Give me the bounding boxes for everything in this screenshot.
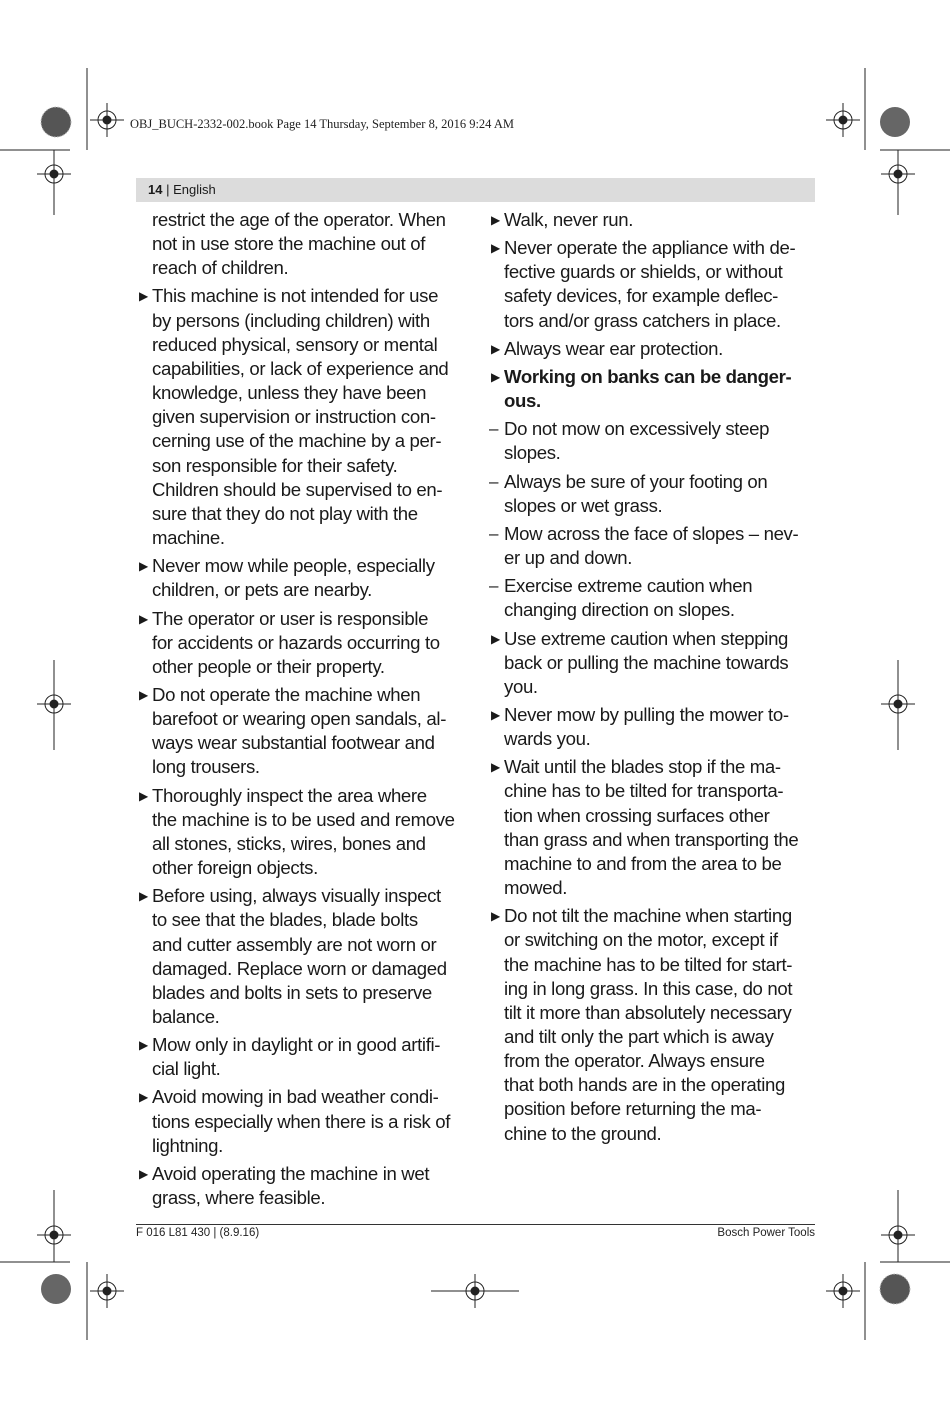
text-line: all stones, sticks, wires, bones and: [152, 832, 426, 854]
text-line: cerning use of the machine by a per-: [152, 430, 442, 452]
bullet-list-item: [136, 284, 466, 550]
text-line: tion when crossing surfaces other: [504, 804, 770, 826]
bullet-list-item: [488, 365, 818, 413]
text-line: knowledge, unless they have been: [152, 382, 427, 404]
dash-marker: –: [489, 471, 499, 491]
text-line: tilt it more than absolutely necessary: [504, 1001, 792, 1023]
text-line: from the operator. Always ensure: [504, 1050, 765, 1072]
bullet-arrow-icon: ▶: [491, 707, 500, 722]
bullet-arrow-icon: ▶: [139, 1090, 148, 1105]
text-line: Exercise extreme caution when: [504, 575, 753, 597]
text-line: Do not mow on excessively steep: [504, 418, 770, 440]
text-line: machine.: [152, 527, 225, 549]
text-line: sure that they do not play with the: [152, 502, 418, 524]
text-line: chine has to be tilted for transporta-: [504, 780, 784, 802]
footer-document-code: F 016 L81 430 | (8.9.16): [136, 1227, 260, 1239]
bullet-list-item: [488, 236, 818, 333]
bullet-list-item: [136, 683, 466, 780]
text-line: long trousers.: [152, 756, 260, 778]
continued-paragraph: [136, 208, 466, 280]
bullet-list-item: [136, 784, 466, 881]
text-line: that both hands are in the operating: [504, 1074, 785, 1096]
bullet-arrow-icon: ▶: [139, 559, 148, 574]
bullet-arrow-icon: ▶: [491, 241, 500, 256]
bullet-list-item: [488, 337, 818, 361]
text-line: Do not tilt the machine when starting: [504, 905, 792, 927]
right-column: [488, 208, 818, 1150]
text-line: given supervision or instruction con-: [152, 406, 436, 428]
text-line: slopes or wet grass.: [504, 494, 663, 516]
print-info-line: OBJ_BUCH-2332-002.book Page 14 Thursday, September 8, 2016 9:24 AM: [130, 117, 515, 131]
text-line: cial light.: [152, 1058, 221, 1080]
text-line: tors and/or grass catchers in place.: [504, 309, 781, 331]
text-line: grass, where feasible.: [152, 1187, 326, 1209]
text-line: Wait until the blades stop if the ma-: [504, 756, 781, 778]
text-line: by persons (including children) with: [152, 309, 430, 331]
bullet-list-item: [488, 208, 818, 232]
text-line: changing direction on slopes.: [504, 599, 735, 621]
text-line: not in use store the machine out of: [152, 233, 426, 255]
dash-list-item: [488, 574, 818, 622]
text-line: mowed.: [504, 877, 568, 899]
bullet-arrow-icon: ▶: [139, 1038, 148, 1053]
text-line: The operator or user is responsible: [152, 607, 429, 629]
text-line: than grass and when transporting the: [504, 828, 799, 850]
bullet-arrow-icon: ▶: [491, 631, 500, 646]
bullet-list-item: [488, 904, 818, 1146]
bullet-arrow-icon: ▶: [139, 611, 148, 626]
text-line: This machine is not intended for use: [152, 285, 439, 307]
bullet-list-item: [488, 755, 818, 900]
text-line: lightning.: [152, 1134, 223, 1156]
text-line: Mow across the face of slopes – nev-: [504, 522, 799, 544]
text-line: back or pulling the machine towards: [504, 651, 789, 673]
bullet-arrow-icon: ▶: [139, 687, 148, 702]
dash-list-item: [488, 417, 818, 465]
page-header: [136, 178, 815, 202]
text-line: the machine has to be tilted for start-: [504, 953, 793, 975]
text-line: safety devices, for example deflec-: [504, 285, 779, 307]
bullet-arrow-icon: ▶: [491, 213, 500, 227]
text-line: fective guards or shields, or without: [504, 261, 783, 283]
bullet-list-item: [136, 884, 466, 1029]
bullet-list-item: [136, 607, 466, 679]
text-line: reach of children.: [152, 257, 289, 279]
bullet-list-item: [136, 1085, 466, 1157]
dash-list-item: [488, 522, 818, 570]
text-line: Never mow by pulling the mower to-: [504, 703, 789, 725]
text-line: ous.: [504, 390, 541, 412]
text-line: ing in long grass. In this case, do not: [504, 977, 793, 999]
text-line: Walk, never run.: [504, 209, 634, 230]
text-line: machine to and from the area to be: [504, 852, 782, 874]
text-line: chine to the ground.: [504, 1122, 662, 1144]
bullet-arrow-icon: ▶: [139, 889, 148, 904]
text-line: other people or their property.: [152, 655, 385, 677]
text-line: Avoid mowing in bad weather condi-: [152, 1086, 439, 1108]
text-line: Never operate the appliance with de-: [504, 237, 796, 259]
text-line: position before returning the ma-: [504, 1098, 762, 1120]
text-line: er up and down.: [504, 547, 633, 569]
text-line: restrict the age of the operator. When: [152, 209, 446, 230]
bullet-arrow-icon: ▶: [491, 760, 500, 775]
text-line: son responsible for their safety.: [152, 454, 398, 476]
bullet-list-item: [136, 1162, 466, 1210]
text-line: children, or pets are nearby.: [152, 579, 372, 601]
header-separator: |: [166, 182, 170, 197]
text-line: and cutter assembly are not worn or: [152, 933, 437, 955]
left-column: [136, 208, 466, 1214]
bullet-arrow-icon: ▶: [139, 1166, 148, 1181]
text-line: capabilities, or lack of experience and: [152, 357, 449, 379]
footer-brand: Bosch Power Tools: [717, 1227, 815, 1239]
text-line: Always be sure of your footing on: [504, 470, 768, 492]
header-language: English: [173, 182, 216, 197]
text-line: other foreign objects.: [152, 857, 318, 879]
dash-marker: –: [489, 419, 499, 439]
text-line: you.: [504, 675, 538, 697]
text-line: wards you.: [504, 728, 591, 750]
footer-divider: [136, 1224, 815, 1225]
text-line: or switching on the motor, except if: [504, 929, 778, 951]
text-line: barefoot or wearing open sandals, al-: [152, 708, 447, 730]
text-line: tions especially when there is a risk of: [152, 1110, 451, 1132]
text-line: Avoid operating the machine in wet: [152, 1162, 430, 1184]
text-line: Before using, always visually inspect: [152, 885, 441, 907]
text-line: slopes.: [504, 442, 561, 464]
dash-marker: –: [489, 523, 499, 543]
text-line: to see that the blades, blade bolts: [152, 909, 418, 931]
text-line: Children should be supervised to en-: [152, 478, 443, 500]
text-line: Mow only in daylight or in good artifi-: [152, 1034, 441, 1056]
bullet-list-item: [488, 627, 818, 699]
text-line: damaged. Replace worn or damaged: [152, 957, 447, 979]
bullet-list-item: [136, 1033, 466, 1081]
text-line: reduced physical, sensory or mental: [152, 333, 438, 355]
text-line: Working on banks can be danger-: [504, 365, 792, 387]
text-line: Never mow while people, especially: [152, 555, 435, 577]
bullet-arrow-icon: ▶: [139, 289, 148, 304]
bullet-arrow-icon: ▶: [491, 909, 500, 924]
text-line: the machine is to be used and remove: [152, 808, 455, 830]
bullet-list-item: [488, 703, 818, 751]
text-line: balance.: [152, 1006, 220, 1027]
bullet-arrow-icon: ▶: [491, 341, 500, 356]
bullet-list-item: [136, 554, 466, 602]
bullet-arrow-icon: ▶: [491, 369, 500, 384]
bullet-arrow-icon: ▶: [139, 788, 148, 803]
text-line: ways wear substantial footwear and: [152, 732, 435, 754]
text-line: Use extreme caution when stepping: [504, 627, 789, 649]
text-line: for accidents or hazards occurring to: [152, 631, 440, 653]
text-line: Thoroughly inspect the area where: [152, 784, 427, 806]
page-number: 14: [148, 182, 163, 197]
text-line: Always wear ear protection.: [504, 337, 723, 359]
text-line: Do not operate the machine when: [152, 683, 421, 705]
dash-marker: –: [489, 576, 499, 596]
dash-list-item: [488, 470, 818, 518]
text-line: blades and bolts in sets to preserve: [152, 981, 432, 1003]
text-line: and tilt only the part which is away: [504, 1026, 774, 1047]
